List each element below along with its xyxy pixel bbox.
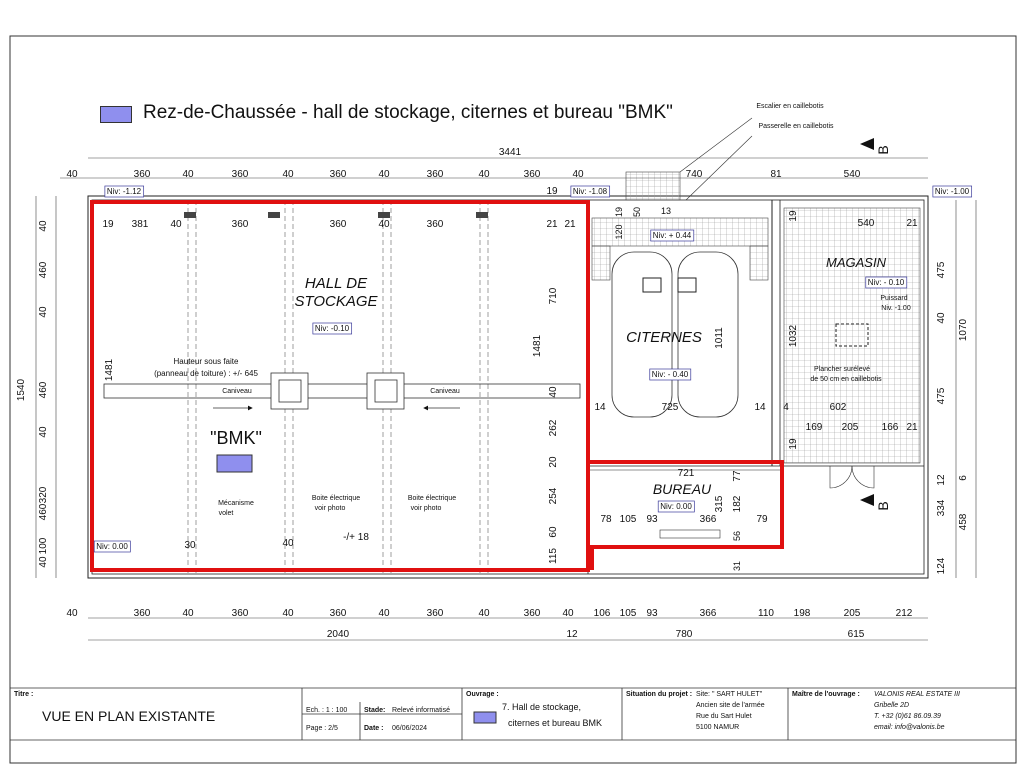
dimension-label: 360 xyxy=(426,169,444,180)
dimension-label: 105 xyxy=(619,514,637,525)
dimension-label: 360 xyxy=(329,219,347,230)
dimension-label: 460 xyxy=(38,503,49,521)
dimension-label: 40 xyxy=(478,169,490,180)
page-label: Page : 2/5 xyxy=(306,725,338,732)
dimension-label: 40 xyxy=(182,169,194,180)
dimension-label: 262 xyxy=(548,419,559,437)
dimension-label: 40 xyxy=(38,306,49,318)
dimension-label: 93 xyxy=(646,514,658,525)
dimension-label: 40 xyxy=(282,169,294,180)
note-text: Boite électrique xyxy=(407,495,457,502)
dimension-label: 40 xyxy=(562,608,574,619)
dimension-label: 120 xyxy=(614,224,624,240)
dimension-label: 100 xyxy=(38,537,49,555)
maitre-line-1: VALONIS REAL ESTATE III xyxy=(874,691,960,698)
dimension-label: 12 xyxy=(566,629,578,640)
dimension-label: 60 xyxy=(548,526,559,538)
note-text: de 50 cm en caillebotis xyxy=(810,376,882,383)
dimension-label: 360 xyxy=(133,169,151,180)
dimension-label: 40 xyxy=(378,219,390,230)
dimension-label: 360 xyxy=(523,608,541,619)
level-tag: Niv: - 0.40 xyxy=(651,370,689,379)
dimension-label: 740 xyxy=(685,169,703,180)
room-name-bmk: "BMK" xyxy=(210,428,262,448)
maitre-line-2: Gribelle 2D xyxy=(874,702,910,709)
dimension-label: 20 xyxy=(548,456,559,468)
total-width-dim: 3441 xyxy=(498,147,522,158)
note-text: (panneau de toiture) : +/- 645 xyxy=(154,369,258,378)
note-text: Puissard xyxy=(880,295,908,302)
level-tag: Niv: + 0.44 xyxy=(652,231,692,240)
ouvrage-label: Ouvrage : xyxy=(466,691,499,698)
section-label: B xyxy=(875,501,891,511)
dimension-label: 40 xyxy=(378,169,390,180)
note-text: Caniveau xyxy=(430,388,460,395)
dimension-label: 540 xyxy=(857,218,875,229)
room-name-hall: STOCKAGE xyxy=(294,293,378,310)
dimension-label: 315 xyxy=(714,495,725,513)
dimension-label: 780 xyxy=(675,629,693,640)
section-label: B xyxy=(875,145,891,155)
dimension-label: 115 xyxy=(548,548,559,564)
dimension-label: 475 xyxy=(936,387,947,405)
dimension-label: 40 xyxy=(572,169,584,180)
dimension-label: 40 xyxy=(282,608,294,619)
dimension-label: 540 xyxy=(843,169,861,180)
dimension-label: 21 xyxy=(546,219,558,230)
room-name-citernes: CITERNES xyxy=(626,329,702,346)
dimension-label: 40 xyxy=(170,219,182,230)
dimension-label: 212 xyxy=(895,608,913,619)
dimension-label: 19 xyxy=(788,438,799,450)
dimension-label: 13 xyxy=(660,206,672,216)
dimension-label: 710 xyxy=(548,287,559,305)
dimension-label: 40 xyxy=(38,556,49,568)
situation-line-1: Site: " SART HULET" xyxy=(696,691,763,698)
note-text: volet xyxy=(218,510,234,517)
dimension-label: 360 xyxy=(426,219,444,230)
dimension-label: 40 xyxy=(38,220,49,232)
dimension-label: 110 xyxy=(758,608,774,619)
passerelle-leader xyxy=(686,136,752,200)
situation-label: Situation du projet : xyxy=(626,691,693,698)
caniveau-channel xyxy=(104,373,580,409)
dimension-label: 320 xyxy=(38,486,49,504)
dimension-label: 602 xyxy=(829,402,847,413)
dimension-label: 40 xyxy=(378,608,390,619)
dimension-label: 40 xyxy=(282,538,294,549)
dimension-label: 78 xyxy=(600,514,612,525)
dimension-label: 360 xyxy=(231,169,249,180)
maitre-line-4: email: info@valonis.be xyxy=(874,724,945,731)
dimension-label: 366 xyxy=(699,514,717,525)
dimension-label: 40 xyxy=(548,386,559,398)
dimension-label: 1481 xyxy=(532,334,543,358)
dimension-label: 360 xyxy=(231,608,249,619)
dimension-label: 40 xyxy=(182,608,194,619)
level-tag: Niv: -1.12 xyxy=(106,187,142,196)
echelle-label: Ech. : 1 : 100 xyxy=(306,707,348,714)
dimension-label: 124 xyxy=(936,557,947,575)
dimension-label: 360 xyxy=(231,219,249,230)
dimension-label: 1481 xyxy=(104,358,115,382)
level-tag: Niv: - 0.10 xyxy=(867,278,905,287)
dimension-label: 360 xyxy=(329,608,347,619)
dimension-label: 105 xyxy=(619,608,637,619)
ouvrage-line-1: 7. Hall de stockage, xyxy=(502,702,582,712)
dimension-label: 615 xyxy=(847,629,865,640)
situation-line-2: Ancien site de l'armée xyxy=(696,702,765,709)
level-tag: Niv: -1.08 xyxy=(572,187,608,196)
dimension-label: 198 xyxy=(793,608,811,619)
dimension-label: 458 xyxy=(958,513,969,531)
stade-label: Stade: xyxy=(364,707,386,714)
dimension-label: 182 xyxy=(732,495,743,513)
dimension-label: 40 xyxy=(66,169,78,180)
plan-labels xyxy=(16,103,972,640)
note-text: Plancher surélevé xyxy=(813,366,871,373)
level-tag: Niv: 0.00 xyxy=(96,542,128,551)
dimension-label: 14 xyxy=(594,402,606,413)
dimension-label: 40 xyxy=(66,608,78,619)
note-text: Niv. -1.00 xyxy=(881,305,911,312)
dimension-label: 93 xyxy=(646,608,658,619)
date-value: 06/06/2024 xyxy=(392,725,428,732)
dimension-label: 169 xyxy=(805,422,823,433)
note-text: Hauteur sous faite xyxy=(173,357,239,366)
note-text: Boite électrique xyxy=(311,495,361,502)
note-text: voir photo xyxy=(314,505,346,512)
dimension-label: 79 xyxy=(756,514,768,525)
dimension-label: 4 xyxy=(783,402,789,413)
column-grid xyxy=(188,200,488,574)
maitre-line-3: T. +32 (0)61 86.09.39 xyxy=(874,713,941,720)
plan-title: Rez-de-Chaussée - hall de stockage, citernes et bureau "BMK" xyxy=(143,102,673,123)
dimension-label: 360 xyxy=(426,608,444,619)
situation-line-4: 5100 NAMUR xyxy=(696,724,740,731)
titre-label: Titre : xyxy=(14,691,34,698)
dimension-label: 205 xyxy=(843,608,861,619)
dimension-label: 50 xyxy=(632,206,642,218)
dimension-label: 381 xyxy=(131,219,149,230)
stade-value: Relevé informatisé xyxy=(392,707,450,714)
annotation-escalier: Escalier en caillebotis xyxy=(756,103,824,110)
note-text: Mécanisme xyxy=(218,500,254,507)
level-tag: Niv: 0.00 xyxy=(660,502,692,511)
dimension-label: 1032 xyxy=(788,324,799,348)
dimension-label: 12 xyxy=(936,474,947,486)
annotation-passerelle: Passerelle en caillebotis xyxy=(758,123,834,130)
dimension-label: 2040 xyxy=(326,629,350,640)
dimension-label: 21 xyxy=(906,218,918,229)
total-height-dim: 1540 xyxy=(16,378,27,402)
dimension-label: 106 xyxy=(593,608,611,619)
dimension-label: 460 xyxy=(38,381,49,399)
dimension-label: 81 xyxy=(770,169,782,180)
dimension-label: 1011 xyxy=(714,327,725,349)
maitre-label: Maître de l'ouvrage : xyxy=(792,691,860,698)
ouvrage-line-2: citernes et bureau BMK xyxy=(508,718,603,728)
dimension-label: 166 xyxy=(881,422,899,433)
escalier-leader xyxy=(680,118,752,172)
bmk-swatch xyxy=(217,455,252,472)
dimension-label: 19 xyxy=(614,206,624,218)
dimension-label: 254 xyxy=(548,487,559,505)
room-name-magasin: MAGASIN xyxy=(826,255,886,270)
dimension-label: 21 xyxy=(906,422,918,433)
dimension-label: 334 xyxy=(936,499,947,517)
dimension-label: 475 xyxy=(936,261,947,279)
dimension-label: 6 xyxy=(958,475,969,481)
dimension-label: 40 xyxy=(936,312,947,324)
bmk-zone-outline xyxy=(92,202,782,570)
dimension-label: 725 xyxy=(661,402,679,413)
dimension-label: 360 xyxy=(329,169,347,180)
dimension-label: 366 xyxy=(699,608,717,619)
note-text: Caniveau xyxy=(222,388,252,395)
level-tag: Niv: -0.10 xyxy=(314,324,350,333)
situation-line-3: Rue du Sart Hulet xyxy=(696,713,752,720)
dimension-label: 30 xyxy=(184,540,196,551)
dimension-label: 360 xyxy=(523,169,541,180)
note-text: voir photo xyxy=(410,505,442,512)
date-label: Date : xyxy=(364,725,384,732)
level-tag: Niv: -1.00 xyxy=(934,187,970,196)
room-name-hall: HALL DE xyxy=(304,275,368,292)
dimension-label: 40 xyxy=(478,608,490,619)
dimension-label: 77 xyxy=(732,470,743,482)
dimension-label: 460 xyxy=(38,261,49,279)
dimension-label: -/+ 18 xyxy=(343,532,369,543)
dimension-label: 19 xyxy=(102,219,114,230)
dimension-label: 205 xyxy=(841,422,859,433)
ouvrage-swatch xyxy=(474,712,496,723)
dimension-label: 19 xyxy=(546,186,558,197)
dimension-label: 40 xyxy=(38,426,49,438)
dimension-label: 14 xyxy=(754,402,766,413)
dimension-label: 56 xyxy=(732,530,742,542)
dimension-label: 1070 xyxy=(958,318,969,342)
dimension-label: 19 xyxy=(788,210,799,222)
dimension-label: 21 xyxy=(564,219,576,230)
dimension-label: 721 xyxy=(677,468,695,479)
titre-value: VUE EN PLAN EXISTANTE xyxy=(42,708,216,724)
room-name-bureau: BUREAU xyxy=(652,481,712,497)
dimension-label: 31 xyxy=(732,560,742,572)
column-markers xyxy=(184,212,488,218)
dimension-label: 360 xyxy=(133,608,151,619)
